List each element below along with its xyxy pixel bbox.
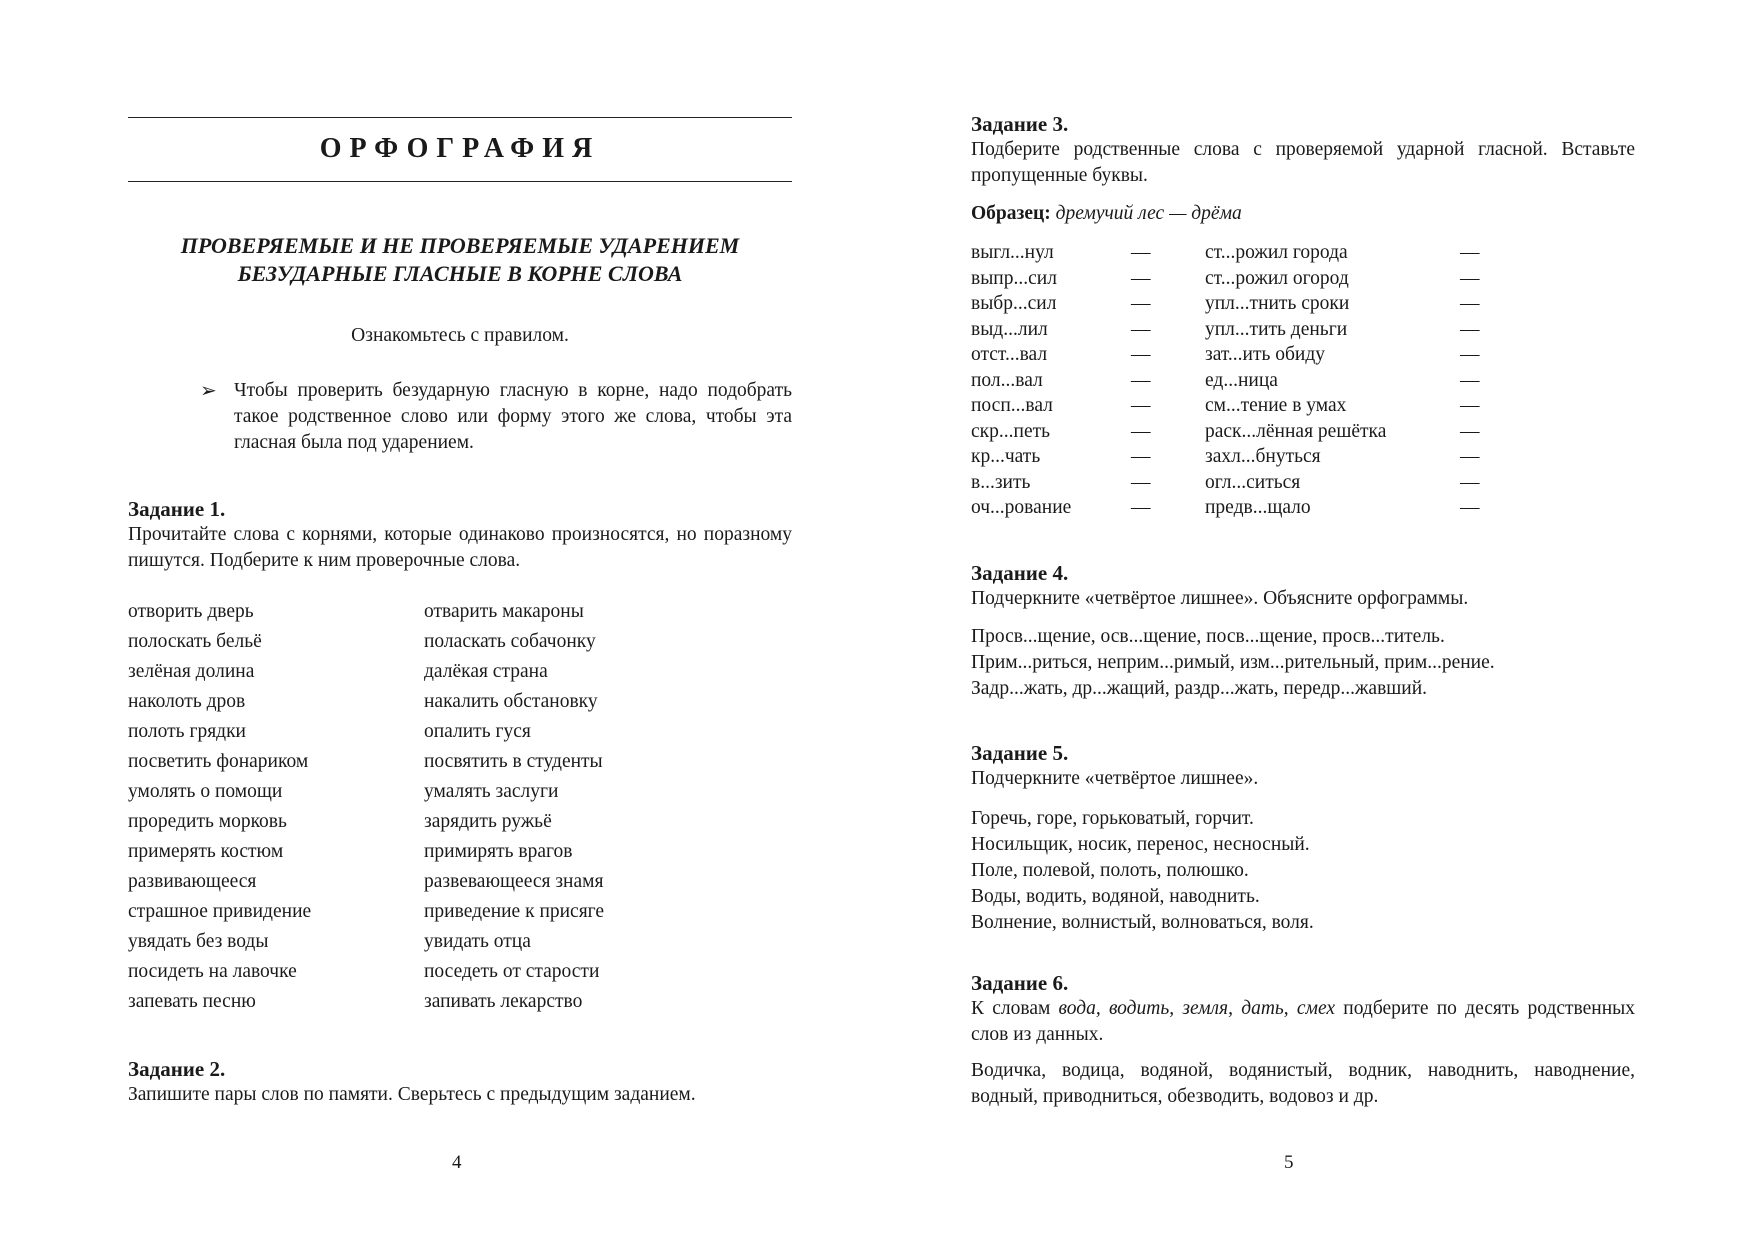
word-list-item: отворить дверь: [128, 601, 254, 622]
left-page: [0, 0, 877, 1240]
word-list-item: запевать песню: [128, 991, 256, 1012]
task3: [971, 111, 1635, 227]
task6-text-words: вода, водить, земля, дать, смех: [1058, 998, 1336, 1019]
table-word: выгл...нул: [971, 242, 1054, 263]
word-list-item: примерять костюм: [128, 841, 284, 862]
word-list-item: опалить гуся: [424, 721, 531, 742]
word-list-item: полоть грядки: [128, 721, 246, 742]
word-list-item: зелёная долина: [128, 661, 255, 682]
exercise-line: Горечь, горе, горьковатый, горчит.: [971, 808, 1254, 829]
exercise-line: Прим...риться, неприм...римый, изм...рительный, прим...рение.: [971, 652, 1495, 673]
task3-sample: [971, 201, 1635, 227]
word-list-item: зарядить ружьё: [424, 811, 552, 832]
table-word: предв...щало: [1205, 497, 1311, 518]
table-word: ст...рожил огород: [1205, 267, 1349, 289]
subtitle: [128, 232, 792, 288]
table-dash: —: [1460, 318, 1480, 340]
word-list-item: поседеть от старости: [424, 961, 600, 982]
task1-column-2: [424, 597, 604, 1017]
table-word: упл...тить деньги: [1205, 318, 1348, 340]
top-rule: [128, 117, 792, 118]
task5-heading: Задание 5.: [971, 741, 1069, 765]
table-dash: —: [1131, 318, 1151, 340]
task4-heading: Задание 4.: [971, 561, 1069, 585]
exercise-line: Поле, полевой, полоть, полюшко.: [971, 860, 1249, 881]
task6-text-prefix: К словам: [971, 998, 1059, 1019]
table-dash: —: [1131, 420, 1151, 442]
word-list-item: отварить макароны: [424, 601, 584, 622]
exercise-line: Задр...жать, др...жащий, раздр...жать, передр...жавший.: [971, 678, 1428, 699]
table-word: ед...ница: [1205, 369, 1278, 391]
section-title: ОРФОГРАФИЯ: [319, 133, 601, 164]
table-dash: —: [1131, 344, 1151, 365]
task1-heading: Задание 1.: [128, 497, 226, 521]
task4-text: Подчеркните «четвёртое лишнее». Объясните орфограммы.: [971, 588, 1469, 609]
table-word: посп...вал: [971, 395, 1053, 416]
word-list-item: развивающееся: [128, 871, 257, 892]
task1-text: Прочитайте слова с корнями, которые одинаково произносятся, но поразному пишутся. Подберите к ним проверочные слова.: [128, 524, 792, 571]
word-list-item: развевающееся знамя: [424, 871, 604, 892]
word-list-item: накалить обстановку: [424, 691, 598, 712]
word-list-item: запивать лекарство: [424, 991, 583, 1012]
table-word: отст...вал: [971, 344, 1048, 365]
task6: [971, 970, 1635, 1110]
page-number-right: 5: [1284, 1152, 1294, 1173]
task6-answer: Водичка, водица, водяной, водянистый, водник, наводнить, наводнение, водный, приводниться, обезводить, водовоз и др.: [971, 1060, 1635, 1107]
table-dash: —: [1131, 267, 1151, 289]
rule-text: Чтобы проверить безударную гласную в корне, надо подобрать такое родственное слово или форму этого же слова, чтобы эта гласная была под ударением.: [234, 380, 792, 453]
word-list-item: умалять заслуги: [424, 781, 559, 802]
table-word: упл...тнить сроки: [1205, 293, 1350, 314]
task4-lines: [971, 624, 1495, 702]
table-dash: —: [1131, 293, 1151, 314]
intro-text: Ознакомьтесь с правилом.: [351, 325, 569, 346]
table-word: в...зить: [971, 471, 1031, 493]
task4: [971, 560, 1635, 612]
table-dash: —: [1460, 471, 1480, 493]
table-word: оч...рование: [971, 497, 1072, 518]
word-list-item: посвятить в студенты: [424, 751, 603, 772]
right-page: [877, 0, 1755, 1240]
table-dash: —: [1460, 395, 1480, 416]
table-word: кр...чать: [971, 446, 1041, 467]
task3-text: Подберите родственные слова с проверяемой ударной гласной. Вставьте пропущенные буквы.: [971, 139, 1635, 186]
table-word: выд...лил: [971, 318, 1048, 340]
table-word: выбр...сил: [971, 293, 1057, 314]
table-word: пол...вал: [971, 369, 1043, 391]
table-dash: —: [1460, 369, 1480, 391]
subtitle-line-1: ПРОВЕРЯЕМЫЕ И НЕ ПРОВЕРЯЕМЫЕ УДАРЕНИЕМ: [180, 233, 740, 258]
word-list-item: приведение к присяге: [424, 901, 605, 922]
table-word: зат...ить обиду: [1205, 344, 1326, 365]
table-dash: —: [1131, 497, 1151, 518]
task5: [971, 740, 1635, 792]
exercise-line: Воды, водить, водяной, наводнить.: [971, 886, 1260, 907]
task6-heading: Задание 6.: [971, 971, 1069, 995]
task2: [128, 1056, 792, 1108]
arrow-bullet-icon: ➢: [200, 380, 217, 402]
task6-text: [971, 996, 1635, 1048]
table-dash: —: [1460, 293, 1480, 314]
exercise-line: Носильщик, носик, перенос, несносный.: [971, 834, 1310, 855]
task3-heading: Задание 3.: [971, 112, 1069, 136]
table-dash: —: [1460, 420, 1480, 442]
word-list-item: далёкая страна: [424, 661, 548, 682]
page-number-left: 4: [452, 1152, 462, 1173]
table-dash: —: [1460, 242, 1480, 263]
task5-text: Подчеркните «четвёртое лишнее».: [971, 768, 1259, 789]
task1-column-1: [128, 597, 311, 1017]
table-dash: —: [1460, 497, 1480, 518]
task3-dashes-2: [1460, 240, 1480, 521]
task2-text: Запишите пары слов по памяти. Сверьтесь с предыдущим заданием.: [128, 1084, 696, 1105]
table-dash: —: [1460, 344, 1480, 365]
task6-text-suffix: подберите по десять родственных слов из данных.: [971, 998, 1635, 1045]
table-word: скр...петь: [971, 420, 1051, 442]
word-list-item: наколоть дров: [128, 691, 246, 712]
task3-column-1: [971, 240, 1071, 521]
rule-block: [200, 378, 792, 456]
word-list-item: посидеть на лавочке: [128, 961, 297, 982]
table-dash: —: [1131, 242, 1151, 263]
sample-label: Образец:: [971, 203, 1051, 224]
table-dash: —: [1131, 471, 1151, 493]
table-dash: —: [1131, 395, 1151, 416]
table-word: см...тение в умах: [1205, 395, 1347, 416]
word-list-item: увядать без воды: [128, 931, 269, 952]
sample-text: дремучий лес — дрёма: [1055, 203, 1242, 224]
table-dash: —: [1460, 446, 1480, 467]
table-dash: —: [1460, 267, 1480, 289]
table-word: ст...рожил города: [1205, 242, 1348, 263]
task3-dashes-1: [1131, 240, 1151, 521]
word-list-item: полоскать бельё: [128, 631, 262, 652]
table-word: раск...лённая решётка: [1205, 420, 1387, 442]
word-list-item: страшное привидение: [128, 901, 312, 922]
task2-heading: Задание 2.: [128, 1057, 226, 1081]
word-list-item: увидать отца: [424, 931, 531, 952]
table-word: выпр...сил: [971, 267, 1057, 289]
table-word: захл...бнуться: [1205, 446, 1321, 467]
task1: [128, 496, 792, 574]
subtitle-line-2: БЕЗУДАРНЫЕ ГЛАСНЫЕ В КОРНЕ СЛОВА: [237, 261, 683, 286]
task3-column-2: [1205, 240, 1386, 521]
table-dash: —: [1131, 369, 1151, 391]
word-list-item: примирять врагов: [424, 841, 573, 862]
task5-lines: [971, 806, 1314, 936]
word-list-item: проредить морковь: [128, 811, 287, 832]
word-list-item: посветить фонариком: [128, 751, 309, 772]
exercise-line: Волнение, волнистый, волноваться, воля.: [971, 912, 1314, 933]
table-dash: —: [1131, 446, 1151, 467]
table-word: огл...ситься: [1205, 471, 1301, 493]
word-list-item: умолять о помощи: [128, 781, 283, 802]
word-list-item: поласкать собачонку: [424, 631, 596, 652]
bottom-rule: [128, 181, 792, 182]
exercise-line: Просв...щение, осв...щение, посв...щение, просв...титель.: [971, 626, 1445, 647]
